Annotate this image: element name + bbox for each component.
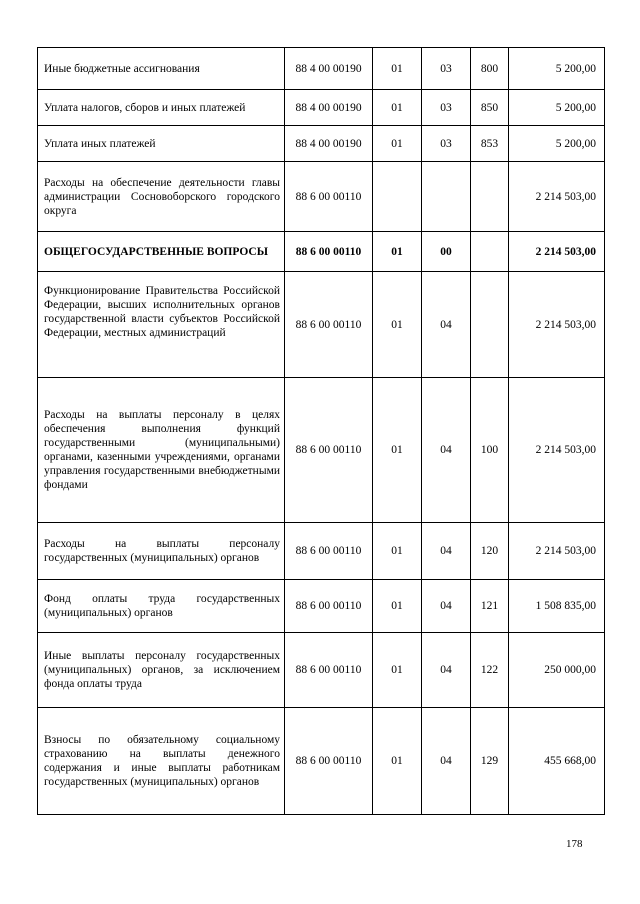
row-name: Уплата налогов, сборов и иных платежей (38, 90, 285, 126)
row-expense-type: 122 (471, 633, 509, 708)
page-number: 178 (566, 838, 583, 850)
row-target-code: 88 6 00 00110 (285, 272, 373, 378)
row-expense-type: 129 (471, 708, 509, 815)
row-amount: 2 214 503,00 (509, 232, 605, 272)
row-expense-type: 121 (471, 580, 509, 633)
row-name: Функционирование Правительства Российской Федерации, высших исполнительных органов государственной власти субъектов Российской Федерации, местных администраций (38, 272, 285, 378)
table-row (38, 90, 605, 126)
row-expense-type (471, 232, 509, 272)
row-name: ОБЩЕГОСУДАРСТВЕННЫЕ ВОПРОСЫ (38, 232, 285, 272)
row-target-code: 88 6 00 00110 (285, 162, 373, 232)
table-row (38, 126, 605, 162)
row-name: Взносы по обязательному социальному страхованию на выплаты денежного содержания и иные выплаты работникам государственных (муниципальных) органов (38, 708, 285, 815)
table-row (38, 633, 605, 708)
row-section: 01 (373, 580, 422, 633)
row-target-code: 88 6 00 00110 (285, 633, 373, 708)
budget-table (37, 47, 605, 815)
row-target-code: 88 6 00 00110 (285, 580, 373, 633)
row-target-code: 88 4 00 00190 (285, 48, 373, 90)
row-expense-type: 850 (471, 90, 509, 126)
row-amount: 2 214 503,00 (509, 378, 605, 523)
row-section: 01 (373, 523, 422, 580)
row-amount: 5 200,00 (509, 48, 605, 90)
row-name: Расходы на выплаты персоналу в целях обеспечения выполнения функций государственными (муниципальными) органами, казенными учреждениями, органами управления государственными внебюджетными фондами (38, 378, 285, 523)
row-target-code: 88 4 00 00190 (285, 90, 373, 126)
row-expense-type (471, 272, 509, 378)
row-section: 01 (373, 378, 422, 523)
row-expense-type: 100 (471, 378, 509, 523)
row-section: 01 (373, 90, 422, 126)
table-row (38, 272, 605, 378)
row-amount: 5 200,00 (509, 126, 605, 162)
row-section: 01 (373, 232, 422, 272)
table-row (38, 378, 605, 523)
row-expense-type (471, 162, 509, 232)
table-row (38, 48, 605, 90)
row-amount: 2 214 503,00 (509, 523, 605, 580)
table-row (38, 162, 605, 232)
row-amount: 250 000,00 (509, 633, 605, 708)
row-subsection: 03 (422, 126, 471, 162)
row-section: 01 (373, 272, 422, 378)
row-expense-type: 800 (471, 48, 509, 90)
row-expense-type: 120 (471, 523, 509, 580)
row-subsection (422, 162, 471, 232)
row-name: Иные бюджетные ассигнования (38, 48, 285, 90)
row-amount: 2 214 503,00 (509, 162, 605, 232)
table-row (38, 580, 605, 633)
row-target-code: 88 4 00 00190 (285, 126, 373, 162)
row-section (373, 162, 422, 232)
row-subsection: 04 (422, 633, 471, 708)
row-name: Уплата иных платежей (38, 126, 285, 162)
row-name: Фонд оплаты труда государственных (муниципальных) органов (38, 580, 285, 633)
row-section: 01 (373, 633, 422, 708)
table-row (38, 523, 605, 580)
row-target-code: 88 6 00 00110 (285, 523, 373, 580)
row-amount: 455 668,00 (509, 708, 605, 815)
table-row (38, 708, 605, 815)
row-subsection: 04 (422, 272, 471, 378)
row-amount: 5 200,00 (509, 90, 605, 126)
row-subsection: 00 (422, 232, 471, 272)
row-amount: 1 508 835,00 (509, 580, 605, 633)
row-section: 01 (373, 48, 422, 90)
row-target-code: 88 6 00 00110 (285, 232, 373, 272)
row-section: 01 (373, 126, 422, 162)
row-name: Расходы на обеспечение деятельности главы администрации Сосновоборского городского округа (38, 162, 285, 232)
row-expense-type: 853 (471, 126, 509, 162)
row-section: 01 (373, 708, 422, 815)
table-row-section-total (38, 232, 605, 272)
row-subsection: 03 (422, 90, 471, 126)
row-name: Иные выплаты персоналу государственных (муниципальных) органов, за исключением фонда оплаты труда (38, 633, 285, 708)
row-subsection: 04 (422, 580, 471, 633)
row-subsection: 04 (422, 523, 471, 580)
row-target-code: 88 6 00 00110 (285, 708, 373, 815)
row-amount: 2 214 503,00 (509, 272, 605, 378)
row-subsection: 04 (422, 708, 471, 815)
row-subsection: 03 (422, 48, 471, 90)
row-target-code: 88 6 00 00110 (285, 378, 373, 523)
row-name: Расходы на выплаты персоналу государственных (муниципальных) органов (38, 523, 285, 580)
row-subsection: 04 (422, 378, 471, 523)
